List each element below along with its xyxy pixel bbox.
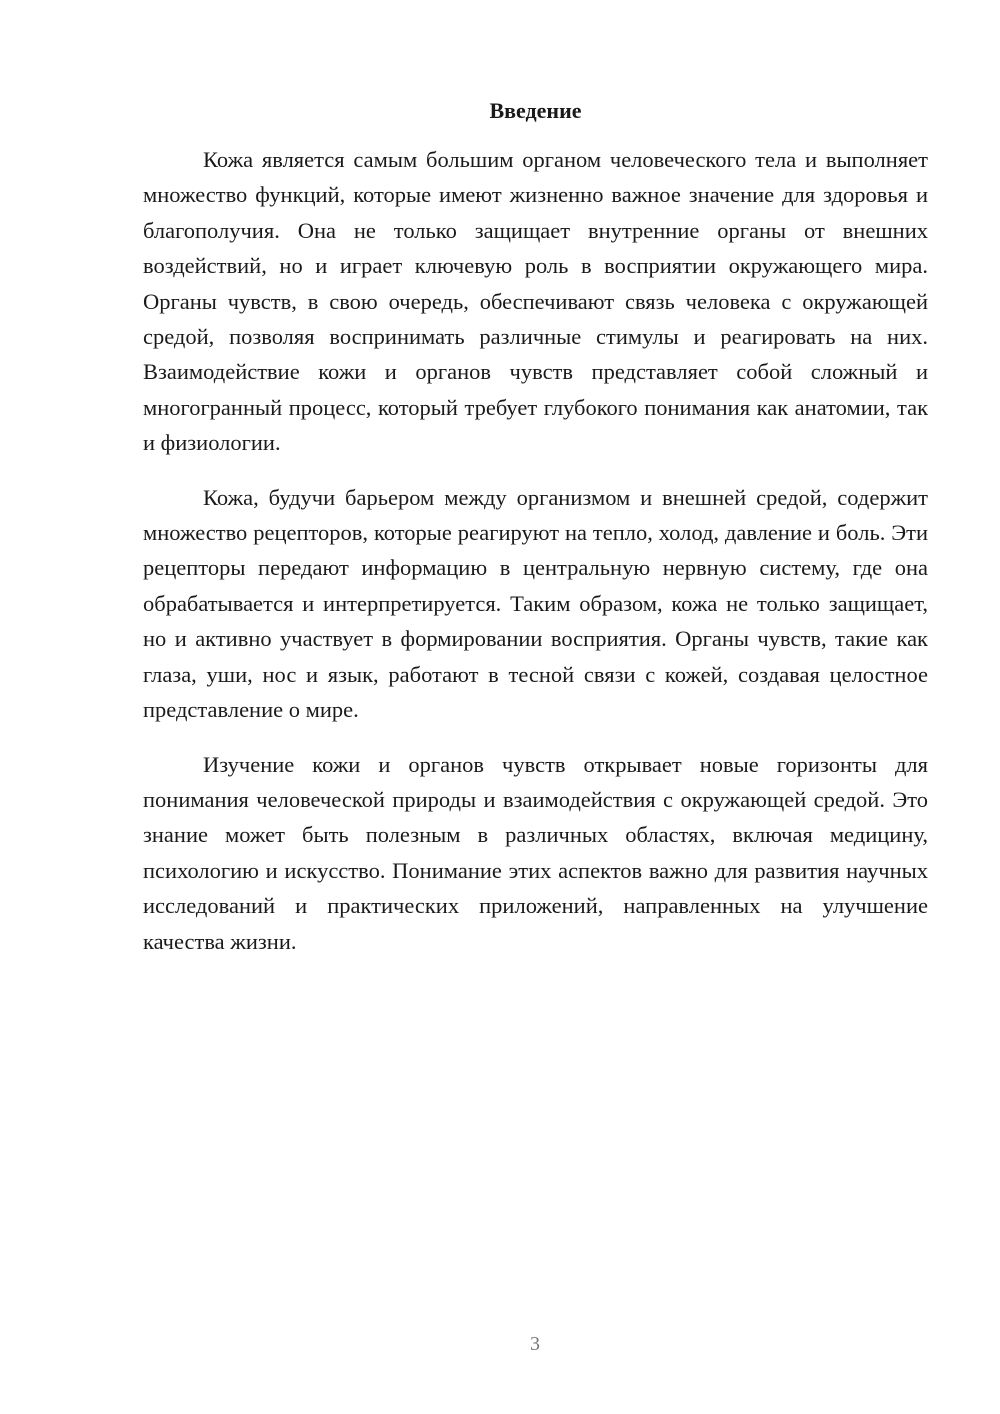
- paragraph-1: Кожа является самым большим органом человеческого тела и выполняет множество функций, которые имеют жизненно важное значение для здоровья и благополучия. Она не только защищает внутренние органы от внешних воздействий, но и играет ключевую роль в восприятии окружающего мира. Органы чувств, в свою очередь, обеспечивают связь человека с окружающей средой, позволяя воспринимать различные стимулы и реагировать на них. Взаимодействие кожи и органов чувств представляет собой сложный и многогранный процесс, который требует глубокого понимания как анатомии, так и физиологии.: [143, 147, 928, 456]
- page-number: 3: [530, 1333, 540, 1355]
- section-heading: Введение: [489, 98, 582, 123]
- paragraph-2: Кожа, будучи барьером между организмом и внешней средой, содержит множество рецепторов, которые реагируют на тепло, холод, давление и боль. Эти рецепторы передают информацию в центральную нервную систему, где она обрабатывается и интерпретируется. Таким образом, кожа не только защищает, но и активно участвует в формировании восприятия. Органы чувств, такие как глаза, уши, нос и язык, работают в тесной связи с кожей, создавая целостное представление о мире.: [143, 484, 928, 723]
- body-text: [143, 142, 928, 978]
- paragraph-3: Изучение кожи и органов чувств открывает новые горизонты для понимания человеческой природы и взаимодействия с окружающей средой. Это знание может быть полезным в различных областях, включая медицину, психологию и искусство. Понимание этих аспектов важно для развития научных исследований и практических приложений, направленных на улучшение качества жизни.: [143, 751, 928, 954]
